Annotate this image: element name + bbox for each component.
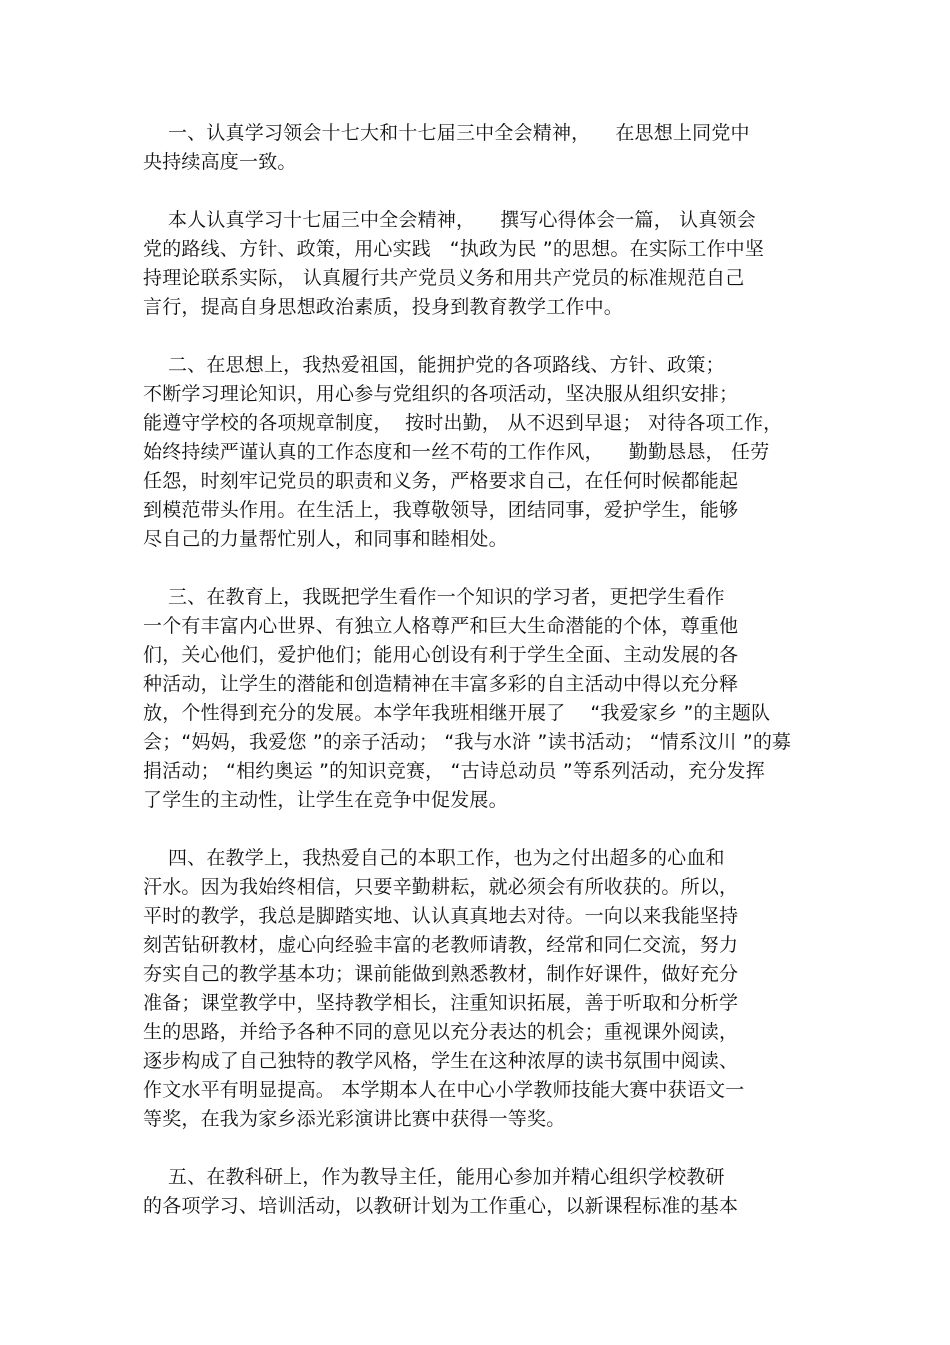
text-line: 会；“妈妈，我爱您 ”的亲子活动； “我与水浒 ”读书活动； “情系汶川 ”的募	[143, 731, 792, 753]
text-line: 们，关心他们，爱护他们；能用心创设有利于学生全面、主动发展的各	[143, 644, 739, 666]
text-line: 尽自己的力量帮忙别人，和同事和睦相处。	[143, 528, 508, 550]
text-line: 汗水。因为我始终相信，只要辛勤耕耘，就必须会有所收获的。所以，	[143, 876, 739, 898]
text-line: 五、在教科研上，作为教导主任，能用心参加并精心组织学校教研	[143, 1166, 725, 1188]
text-line: 生的思路，并给予各种不同的意见以充分表达的机会；重视课外阅读，	[143, 1021, 739, 1043]
text-line: 央持续高度一致。	[143, 151, 297, 173]
text-line: 作文水平有明显提高。 本学期本人在中心小学教师技能大赛中获语文一	[143, 1079, 745, 1101]
text-line: 能遵守学校的各项规章制度， 按时出勤， 从不迟到早退； 对待各项工作，	[143, 412, 783, 434]
text-line: 了学生的主动性，让学生在竞争中促发展。	[143, 789, 508, 811]
text-line: 种活动，让学生的潜能和创造精神在丰富多彩的自主活动中得以充分释	[143, 673, 739, 695]
paragraph	[143, 583, 823, 815]
text-line: 始终持续严谨认真的工作态度和一丝不苟的工作作风， 勤勤恳恳， 任劳	[143, 441, 770, 463]
text-line: 放，个性得到充分的发展。本学年我班相继开展了 “我爱家乡 ”的主题队	[143, 702, 771, 724]
text-line: 言行，提高自身思想政治素质，投身到教育教学工作中。	[143, 296, 624, 318]
text-line: 逐步构成了自己独特的教学风格，学生在这种浓厚的读书氛围中阅读、	[143, 1050, 739, 1072]
text-line: 夯实自己的教学基本功；课前能做到熟悉教材，制作好课件，做好充分	[143, 963, 739, 985]
text-line: 平时的教学，我总是脚踏实地、认认真真地去对待。一向以来我能坚持	[143, 905, 739, 927]
text-line: 的各项学习、培训活动，以教研计划为工作重心，以新课程标准的基本	[143, 1195, 739, 1217]
text-line: 等奖，在我为家乡添光彩演讲比赛中获得一等奖。	[143, 1108, 566, 1130]
text-line: 任怨，时刻牢记党员的职责和义务，严格要求自己，在任何时候都能起	[143, 470, 739, 492]
text-line: 一、认真学习领会十七大和十七届三中全会精神， 在思想上同党中	[143, 122, 750, 144]
document-body	[143, 119, 823, 1250]
paragraph	[143, 351, 823, 554]
text-line: 捐活动； “相约奥运 ”的知识竞赛， “古诗总动员 ”等系列活动，充分发挥	[143, 760, 765, 782]
text-line: 本人认真学习十七届三中全会精神， 撰写心得体会一篇， 认真领会	[143, 209, 756, 231]
text-line: 准备；课堂教学中，坚持教学相长，注重知识拓展，善于听取和分析学	[143, 992, 739, 1014]
text-line: 不断学习理论知识，用心参与党组织的各项活动，坚决服从组织安排；	[143, 383, 739, 405]
text-line: 党的路线、方针、政策，用心实践 “执政为民 ”的思想。在实际工作中坚	[143, 238, 765, 260]
text-line: 四、在教学上，我热爱自己的本职工作，也为之付出超多的心血和	[143, 847, 725, 869]
paragraph	[143, 844, 823, 1134]
paragraph	[143, 1163, 823, 1221]
text-line: 一个有丰富内心世界、有独立人格尊严和巨大生命潜能的个体，尊重他	[143, 615, 739, 637]
text-line: 刻苦钻研教材，虚心向经验丰富的老教师请教，经常和同仁交流，努力	[143, 934, 739, 956]
text-line: 持理论联系实际， 认真履行共产党员义务和用共产党员的标准规范自己	[143, 267, 745, 289]
paragraph	[143, 119, 823, 177]
paragraph	[143, 206, 823, 322]
text-line: 三、在教育上，我既把学生看作一个知识的学习者，更把学生看作	[143, 586, 725, 608]
text-line: 二、在思想上，我热爱祖国，能拥护党的各项路线、方针、政策；	[143, 354, 725, 376]
text-line: 到模范带头作用。在生活上，我尊敬领导，团结同事，爱护学生，能够	[143, 499, 739, 521]
